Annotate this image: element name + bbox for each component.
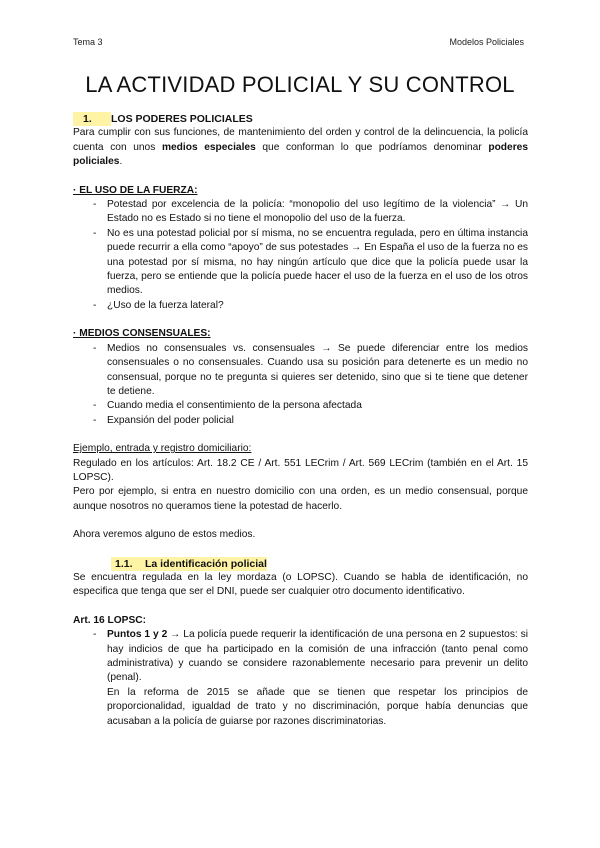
section-1-1-paragraph: Se encuentra regulada en la ley mordaza (o LOPSC). Cuando se habla de identificación, no especifica que tenga que ser el DNI, puede ser cualquier otro documento identificativo. (73, 571, 528, 598)
document-body (73, 112, 528, 729)
section-1-title: LOS PODERES POLICIALES (111, 113, 253, 125)
fuerza-heading: · EL USO DE LA FUERZA: (73, 184, 198, 196)
list-item: - ¿Uso de la fuerza lateral? (93, 299, 224, 311)
section-1-number: 1. (73, 112, 111, 126)
section-1-1-title: La identificación policial (145, 557, 267, 570)
puntos-lead: Puntos 1 y 2 (107, 629, 168, 641)
medios-especiales-term: medios especiales (161, 141, 256, 153)
header-right: Modelos Policiales (449, 37, 524, 47)
list-item: - No es una potestad policial por sí misma, no se encuentra regulada, pero en última instancia puede recurrir a ella como “apoyo” de sus potestades → En España el uso de la fuerza no es una potestad por sí misma, no hay ningún artículo que dice que la policía puede usar la fuerza, pero se entiende que la policía puede hacer el uso de la fuerza en el uso de los otros medios. (93, 227, 528, 297)
consensuales-heading: · MEDIOS CONSENSUALES: (73, 328, 211, 340)
section-1-heading (73, 112, 528, 126)
poderes-policiales-term: poderes policiales (73, 141, 528, 168)
section-1-intro: Para cumplir con sus funciones, de mantenimiento del orden y control de la delincuencia, la policía cuenta con unos medios especiales que conforman lo que podríamos denominar poderes policiales. (73, 127, 528, 168)
ejemplo-heading: Ejemplo, entrada y registro domiciliario: (73, 443, 252, 455)
section-1-1-number: 1.1. (111, 557, 145, 571)
art16-list (73, 628, 528, 729)
fuerza-list (73, 198, 528, 313)
list-item: - Cuando media el consentimiento de la persona afectada (93, 400, 362, 412)
header-left: Tema 3 (73, 37, 103, 47)
page-title: LA ACTIVIDAD POLICIAL Y SU CONTROL (85, 72, 515, 97)
consensuales-list (73, 342, 528, 428)
list-item: - Potestad por excelencia de la policía: “monopolio del uso legítimo de la violencia” → Un Estado no es Estado si no tiene el monopolio del uso de la fuerza. (93, 199, 528, 225)
list-item: - Medios no consensuales vs. consensuales → Se puede diferenciar entre los medios consensuales o no consensuales. Cuando usa su posición para detenerte es un medio no consensual, porque no te pregunta si quieres ser detenido, sino que si te tiene que detener te detiene. (93, 342, 528, 397)
list-item: - Expansión del poder policial (93, 414, 234, 426)
section-1-1-heading (111, 557, 528, 571)
ahora-paragraph: Ahora veremos alguno de estos medios. (73, 529, 256, 541)
list-item-continuation: En la reforma de 2015 se añade que se tienen que respetar los principios de proporcionalidad, igualdad de trato y no discriminación, porque había denuncias que acusaban a la policía de guiarse por razones discriminatorias. (107, 686, 528, 727)
art16-heading: Art. 16 LOPSC: (73, 614, 147, 626)
ejemplo-paragraph-1: Regulado en los artículos: Art. 18.2 CE / Art. 551 LECrim / Art. 569 LECrim (también en el Art. 15 LOPSC). (73, 457, 528, 483)
ejemplo-paragraph-2: Pero por ejemplo, si entra en nuestro domicilio con una orden, es un medio consensual, porque aunque nosotros no queramos tiene la potestad de hacerlo. (73, 486, 528, 512)
list-item: - Puntos 1 y 2 → La policía puede requerir la identificación de una persona en 2 supuestos: si hay indicios de que ha participado en la comisión de una infracción (tanto penal como administrativa) y cuando se considere razonablemente necesario para prevenir un delito (penal). (93, 629, 529, 684)
